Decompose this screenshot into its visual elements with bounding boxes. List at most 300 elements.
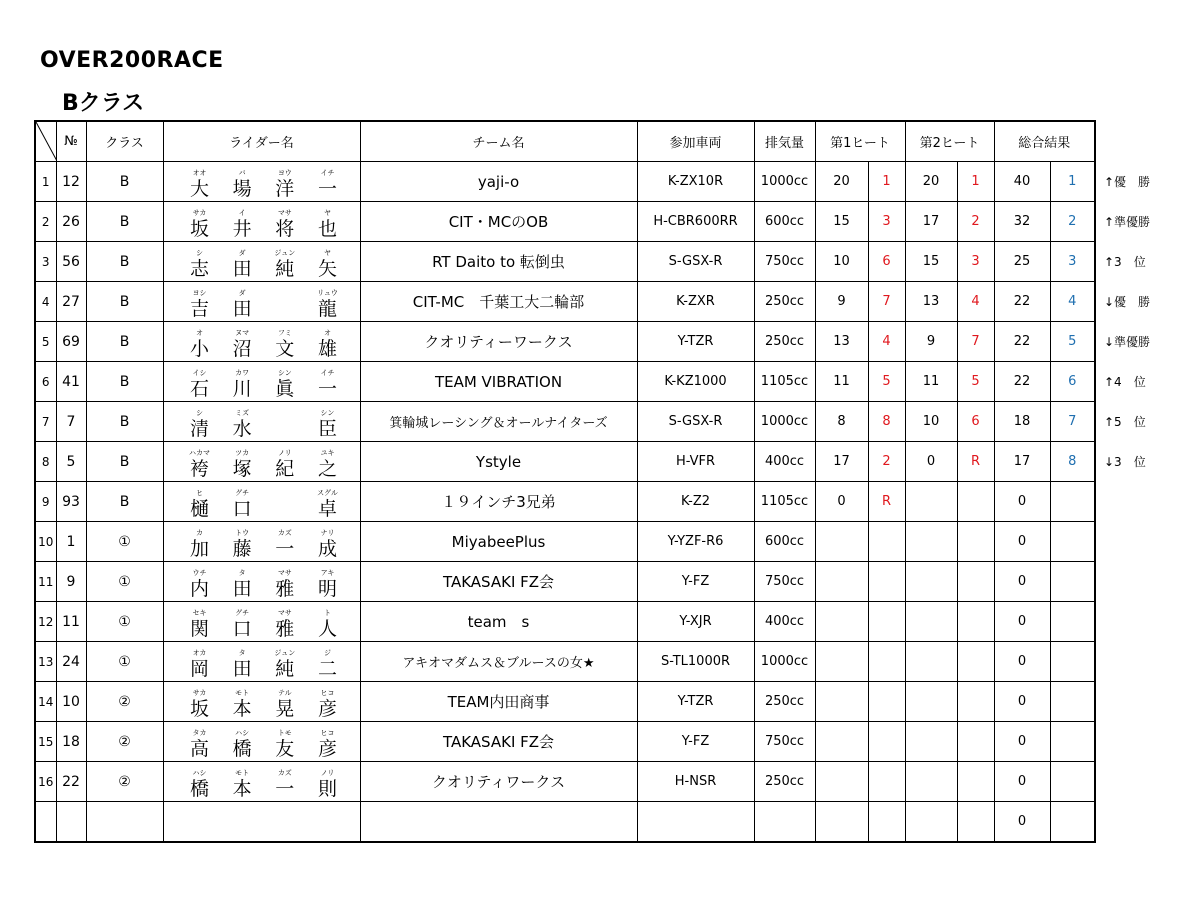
heat1-points (815, 722, 868, 762)
rider-kanji: 大 (189, 178, 209, 200)
rider-ruby: ヒコ (320, 729, 335, 737)
displacement: 600cc (754, 202, 815, 242)
rider-ruby: シ (196, 249, 203, 257)
rider-ruby: ヒ (196, 489, 203, 497)
rider-kanji: 文 (275, 338, 295, 360)
team-name: アキオマダムス＆ブルースの女★ (360, 642, 637, 682)
rider-kanji: 臣 (317, 418, 337, 440)
heat1-points (815, 602, 868, 642)
rider-ruby: イ (238, 209, 246, 217)
class-cell: ① (86, 562, 163, 602)
rider-kanji: 純 (275, 658, 295, 680)
table-row (35, 482, 1095, 522)
rider-ruby: ハカマ (189, 449, 210, 457)
rider-name (163, 722, 360, 762)
rider-kanji: 彦 (317, 738, 337, 760)
rider-ruby: カ (196, 529, 203, 537)
heat2-rank (957, 602, 994, 642)
heat2-rank: R (957, 442, 994, 482)
class-cell: B (86, 202, 163, 242)
race-number: 5 (56, 442, 86, 482)
vehicle: S-TL1000R (637, 642, 754, 682)
heat1-points (815, 682, 868, 722)
heat1-rank (868, 602, 905, 642)
heat1-points: 13 (815, 322, 868, 362)
team-name: TAKASAKI FZ会 (360, 722, 637, 762)
final-rank (1050, 602, 1095, 642)
heat1-points: 8 (815, 402, 868, 442)
heat2-rank: 3 (957, 242, 994, 282)
rider-ruby: オオ (192, 169, 207, 177)
heat2-rank (957, 482, 994, 522)
rider-ruby: サカ (192, 209, 207, 217)
heat1-points: 10 (815, 242, 868, 282)
heat1-rank (868, 722, 905, 762)
table-row (35, 282, 1095, 322)
rider-ruby: ヌマ (235, 329, 250, 337)
rider-ruby: アキ (320, 569, 335, 577)
rider-kanji: 坂 (189, 698, 209, 720)
rider-name (163, 402, 360, 442)
rider-kanji: 雄 (317, 338, 337, 360)
rider-ruby: カワ (235, 369, 250, 377)
heat1-rank: 5 (868, 362, 905, 402)
final-rank (1050, 802, 1095, 843)
row-index: 5 (35, 322, 56, 362)
rider-ruby: ナリ (320, 529, 335, 537)
class-cell: B (86, 362, 163, 402)
heat2-rank (957, 762, 994, 802)
table-row (35, 522, 1095, 562)
table-row (35, 202, 1095, 242)
heat1-rank (868, 682, 905, 722)
class-subtitle: Bクラス (62, 91, 145, 116)
header-team: チーム名 (360, 121, 637, 162)
total-points: 32 (994, 202, 1050, 242)
row-index: 8 (35, 442, 56, 482)
team-name: Ystyle (360, 442, 637, 482)
heat2-rank: 5 (957, 362, 994, 402)
row-index: 3 (35, 242, 56, 282)
final-rank (1050, 522, 1095, 562)
rider-name (163, 762, 360, 802)
rider-name (163, 162, 360, 202)
team-name: RT Daito to 転倒虫 (360, 242, 637, 282)
rank-change-note: ↓準優勝 (1104, 335, 1151, 349)
heat1-rank (868, 762, 905, 802)
rider-kanji: 石 (189, 378, 209, 400)
header-vehicle: 参加車両 (637, 121, 754, 162)
header-class: クラス (86, 121, 163, 162)
rider-ruby: マサ (277, 569, 292, 577)
rider-ruby: モト (235, 769, 250, 777)
heat1-points: 0 (815, 482, 868, 522)
rider-ruby: サカ (192, 689, 207, 697)
displacement: 750cc (754, 722, 815, 762)
heat2-rank (957, 522, 994, 562)
rider-kanji: 雅 (275, 578, 295, 600)
heat1-rank (868, 642, 905, 682)
heat2-rank (957, 802, 994, 843)
total-points: 0 (994, 722, 1050, 762)
rank-change-note: ↑5 位 (1104, 415, 1146, 429)
rider-kanji: 樋 (189, 498, 209, 520)
row-index: 2 (35, 202, 56, 242)
rider-kanji: 岡 (189, 658, 209, 680)
heat2-points (905, 522, 957, 562)
rider-kanji: 紀 (275, 458, 295, 480)
rider-kanji: 藤 (232, 538, 252, 560)
heat2-rank: 1 (957, 162, 994, 202)
team-name: TEAM内田商事 (360, 682, 637, 722)
displacement: 250cc (754, 682, 815, 722)
rider-ruby: ヒコ (320, 689, 335, 697)
rider-ruby: スグル (317, 489, 338, 497)
row-index: 4 (35, 282, 56, 322)
team-name: TAKASAKI FZ会 (360, 562, 637, 602)
class-cell: B (86, 442, 163, 482)
team-name: team s (360, 602, 637, 642)
rider-ruby: ノリ (320, 769, 335, 777)
race-number: 18 (56, 722, 86, 762)
rider-kanji: 橋 (232, 738, 252, 760)
rank-change-note: ↓3 位 (1104, 455, 1146, 469)
final-rank: 1 (1050, 162, 1095, 202)
heat1-points: 17 (815, 442, 868, 482)
class-cell: B (86, 242, 163, 282)
class-cell: ② (86, 722, 163, 762)
final-rank (1050, 562, 1095, 602)
class-cell: ② (86, 682, 163, 722)
rider-ruby: グチ (235, 609, 250, 617)
heat1-points (815, 642, 868, 682)
vehicle: Y-YZF-R6 (637, 522, 754, 562)
rider-ruby: テル (277, 689, 292, 697)
final-rank (1050, 682, 1095, 722)
final-rank: 7 (1050, 402, 1095, 442)
rider-ruby: ジュン (274, 649, 296, 657)
vehicle: H-CBR600RR (637, 202, 754, 242)
class-cell: ① (86, 522, 163, 562)
race-number (56, 802, 86, 843)
team-name (360, 802, 637, 843)
race-number: 93 (56, 482, 86, 522)
displacement: 400cc (754, 602, 815, 642)
rider-ruby: ジ (323, 649, 331, 657)
heat1-rank (868, 802, 905, 843)
rider-ruby: カズ (277, 769, 292, 777)
final-rank (1050, 642, 1095, 682)
vehicle: H-VFR (637, 442, 754, 482)
rider-name (163, 602, 360, 642)
heat1-points (815, 802, 868, 843)
final-rank: 4 (1050, 282, 1095, 322)
heat1-points: 11 (815, 362, 868, 402)
heat2-points: 20 (905, 162, 957, 202)
total-points: 40 (994, 162, 1050, 202)
rider-name (163, 802, 360, 843)
total-points: 18 (994, 402, 1050, 442)
heat1-rank: 2 (868, 442, 905, 482)
vehicle: K-KZ1000 (637, 362, 754, 402)
race-number: 69 (56, 322, 86, 362)
heat2-points (905, 762, 957, 802)
final-rank: 8 (1050, 442, 1095, 482)
rider-kanji: 内 (189, 578, 209, 600)
final-rank: 3 (1050, 242, 1095, 282)
heat2-points (905, 722, 957, 762)
rider-ruby: ヤ (323, 249, 331, 257)
team-name: クオリティーワークス (360, 322, 637, 362)
race-number: 22 (56, 762, 86, 802)
rider-kanji: 関 (189, 618, 209, 640)
rider-ruby: ミズ (235, 409, 250, 417)
header-row (35, 121, 1095, 162)
team-name: MiyabeePlus (360, 522, 637, 562)
heat1-points: 9 (815, 282, 868, 322)
race-number: 27 (56, 282, 86, 322)
rider-ruby: ヨシ (192, 289, 207, 297)
rider-kanji: 本 (232, 698, 252, 720)
rider-name (163, 682, 360, 722)
heat2-rank: 4 (957, 282, 994, 322)
rider-kanji: 口 (232, 498, 252, 520)
vehicle: H-NSR (637, 762, 754, 802)
rider-kanji: 二 (317, 658, 337, 680)
rider-ruby: ウチ (192, 569, 207, 577)
vehicle: Y-FZ (637, 722, 754, 762)
rider-kanji: 清 (189, 418, 209, 440)
rider-kanji: 田 (232, 258, 252, 280)
rider-kanji: 場 (232, 178, 252, 200)
rider-name (163, 442, 360, 482)
rider-kanji: 友 (275, 738, 295, 760)
team-name: TEAM VIBRATION (360, 362, 637, 402)
rider-ruby: ハシ (235, 729, 250, 737)
row-index: 9 (35, 482, 56, 522)
heat1-points: 15 (815, 202, 868, 242)
rider-kanji: 一 (317, 378, 337, 400)
rider-kanji: 坂 (189, 218, 209, 240)
rider-ruby: フミ (277, 329, 292, 337)
race-number: 24 (56, 642, 86, 682)
class-cell: ① (86, 642, 163, 682)
table-row (35, 362, 1095, 402)
rider-ruby: ツカ (235, 449, 250, 457)
rider-name (163, 282, 360, 322)
heat1-rank: R (868, 482, 905, 522)
heat2-points: 15 (905, 242, 957, 282)
heat2-points (905, 602, 957, 642)
header-rider: ライダー名 (163, 121, 360, 162)
rider-kanji: 塚 (232, 458, 252, 480)
final-rank (1050, 722, 1095, 762)
displacement: 600cc (754, 522, 815, 562)
total-points: 0 (994, 802, 1050, 843)
vehicle: K-Z2 (637, 482, 754, 522)
heat2-points (905, 682, 957, 722)
table-row (35, 642, 1095, 682)
rider-kanji: 本 (232, 778, 252, 800)
total-points: 0 (994, 562, 1050, 602)
rider-ruby: ダ (238, 289, 246, 297)
rider-kanji: 卓 (317, 498, 337, 520)
heat2-points (905, 482, 957, 522)
heat1-points (815, 522, 868, 562)
row-index: 11 (35, 562, 56, 602)
heat1-rank: 1 (868, 162, 905, 202)
heat2-points: 0 (905, 442, 957, 482)
race-number: 9 (56, 562, 86, 602)
heat2-points: 10 (905, 402, 957, 442)
rank-change-note: ↓優 勝 (1104, 295, 1151, 309)
total-points: 0 (994, 522, 1050, 562)
rider-kanji: 明 (317, 578, 337, 600)
rider-ruby: マサ (277, 209, 292, 217)
rider-ruby: オ (323, 329, 331, 337)
race-number: 26 (56, 202, 86, 242)
table-row (35, 762, 1095, 802)
rank-change-note: ↑3 位 (1104, 255, 1146, 269)
heat2-rank: 2 (957, 202, 994, 242)
race-number: 7 (56, 402, 86, 442)
heat2-points (905, 562, 957, 602)
final-rank (1050, 482, 1095, 522)
team-name: 箕輪城レーシング＆オールナイターズ (360, 402, 637, 442)
rider-kanji: 一 (317, 178, 337, 200)
rider-kanji: 田 (232, 578, 252, 600)
rank-change-note: ↑優 勝 (1104, 175, 1151, 189)
header-heat2: 第2ヒート (905, 121, 994, 162)
displacement: 250cc (754, 282, 815, 322)
rider-ruby: ハシ (192, 769, 207, 777)
rider-kanji: 則 (317, 778, 337, 800)
vehicle: K-ZXR (637, 282, 754, 322)
rider-name (163, 362, 360, 402)
heat2-points: 13 (905, 282, 957, 322)
total-points: 22 (994, 362, 1050, 402)
row-index: 12 (35, 602, 56, 642)
rider-ruby: カズ (277, 529, 292, 537)
displacement: 400cc (754, 442, 815, 482)
rider-name (163, 202, 360, 242)
rider-name (163, 322, 360, 362)
team-name: クオリティワークス (360, 762, 637, 802)
rider-ruby: シン (320, 409, 335, 417)
heat1-rank: 7 (868, 282, 905, 322)
team-name: CIT-MC 千葉工大二輪部 (360, 282, 637, 322)
heat2-rank (957, 722, 994, 762)
rider-ruby: ジュン (274, 249, 296, 257)
displacement: 1000cc (754, 162, 815, 202)
class-cell: B (86, 322, 163, 362)
rider-ruby: ダ (238, 249, 246, 257)
table-row (35, 562, 1095, 602)
diagonal-corner (35, 121, 56, 162)
heat2-rank (957, 642, 994, 682)
rider-kanji: 眞 (275, 378, 295, 400)
rider-ruby: ユキ (320, 449, 335, 457)
class-cell: B (86, 162, 163, 202)
total-points: 25 (994, 242, 1050, 282)
class-cell (86, 802, 163, 843)
displacement: 1105cc (754, 362, 815, 402)
rider-ruby: バ (238, 169, 246, 177)
rank-change-note: ↑4 位 (1104, 375, 1146, 389)
rider-kanji: 袴 (189, 458, 209, 480)
rider-kanji: 吉 (189, 298, 209, 320)
table-row (35, 442, 1095, 482)
rider-ruby: トウ (235, 529, 250, 537)
displacement: 1105cc (754, 482, 815, 522)
rider-ruby: タ (238, 649, 246, 657)
race-number: 56 (56, 242, 86, 282)
row-index: 14 (35, 682, 56, 722)
rider-kanji: 橋 (189, 778, 209, 800)
rider-kanji: 将 (275, 218, 295, 240)
results-table (34, 120, 1096, 843)
rider-ruby: グチ (235, 489, 250, 497)
total-points: 0 (994, 642, 1050, 682)
heat2-points (905, 642, 957, 682)
class-cell: B (86, 402, 163, 442)
team-name: yaji-o (360, 162, 637, 202)
rider-ruby: リュウ (317, 289, 338, 297)
table-row (35, 682, 1095, 722)
total-points: 0 (994, 682, 1050, 722)
rider-kanji: 一 (275, 778, 295, 800)
heat2-rank (957, 562, 994, 602)
rider-kanji: 一 (275, 538, 295, 560)
total-points: 17 (994, 442, 1050, 482)
rider-ruby: オ (196, 329, 203, 337)
displacement: 750cc (754, 562, 815, 602)
heat1-rank: 8 (868, 402, 905, 442)
rider-kanji: 川 (232, 378, 252, 400)
table-row (35, 802, 1095, 843)
vehicle: S-GSX-R (637, 242, 754, 282)
table-row (35, 402, 1095, 442)
rider-ruby: マサ (277, 609, 292, 617)
row-index: 7 (35, 402, 56, 442)
rider-ruby: モト (235, 689, 250, 697)
rider-kanji: 人 (317, 618, 337, 640)
race-number: 10 (56, 682, 86, 722)
rider-name (163, 522, 360, 562)
heat1-rank (868, 522, 905, 562)
heat1-points (815, 762, 868, 802)
row-index: 10 (35, 522, 56, 562)
rider-kanji: 純 (275, 258, 295, 280)
header-no: № (56, 121, 86, 162)
row-index: 16 (35, 762, 56, 802)
heat1-points: 20 (815, 162, 868, 202)
vehicle: S-GSX-R (637, 402, 754, 442)
displacement: 1000cc (754, 402, 815, 442)
heat2-rank: 6 (957, 402, 994, 442)
race-number: 1 (56, 522, 86, 562)
table-row (35, 602, 1095, 642)
race-number: 41 (56, 362, 86, 402)
rider-ruby: タカ (192, 729, 207, 737)
row-index (35, 802, 56, 843)
rider-kanji: 成 (317, 538, 337, 560)
rider-kanji: 水 (232, 418, 252, 440)
rider-kanji: 晃 (275, 698, 295, 720)
heat1-rank: 6 (868, 242, 905, 282)
row-index: 13 (35, 642, 56, 682)
table-row (35, 322, 1095, 362)
